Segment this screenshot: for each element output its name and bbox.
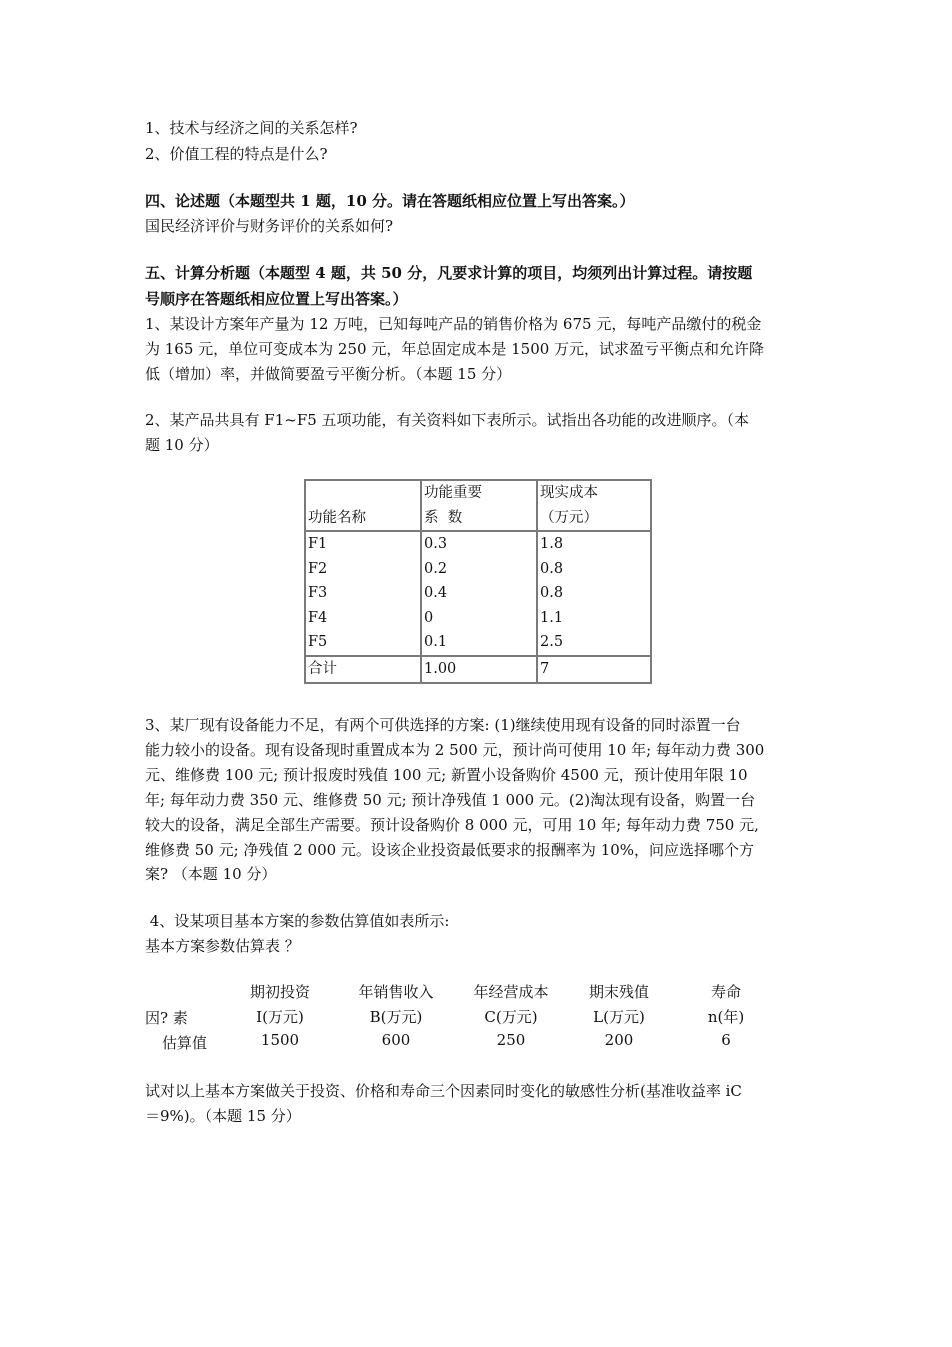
q3-line4: 年; 每年动力费 350 元、维修费 50 元; 预计净残值 1 000 元。(2)淘汰现有设备，购置一台 xyxy=(145,791,756,809)
q3-line1: 3、某厂现有设备能力不足，有两个可供选择的方案: (1)继续使用现有设备的同时添置一台 xyxy=(145,716,741,734)
param-value-operating-cost: 250 xyxy=(496,1031,526,1049)
q1-line1: 1、某设计方案年产量为 12 万吨，已知每吨产品的销售价格为 675 元，每吨产品缴付的税金 xyxy=(145,315,762,333)
param-unit-life: n(年) xyxy=(707,1008,745,1026)
q3-line6: 维修费 50 元; 净残值 2 000 元。设该企业投资最低要求的报酬率为 10%，问应选择哪个方 xyxy=(145,841,755,859)
param-value-investment: 1500 xyxy=(260,1031,300,1049)
total-label: 合计 xyxy=(305,656,421,683)
q4-tail-line2: ＝9%)。（本题 15 分） xyxy=(145,1107,301,1125)
q2-line2: 题 10 分） xyxy=(145,436,219,454)
function-names-cell: F1 F2 F3 F4 F5 xyxy=(305,531,421,656)
param-value-life: 6 xyxy=(721,1031,731,1049)
q2-line1: 2、某产品共具有 F1~F5 五项功能，有关资料如下表所示。试指出各功能的改进顺序。（本 xyxy=(145,411,750,429)
param-header-operating-cost: 年经营成本 xyxy=(473,983,549,1001)
param-value-salvage: 200 xyxy=(604,1031,634,1049)
param-header-salvage: 期末残值 xyxy=(588,983,649,1001)
header-coef-line1: 功能重要 xyxy=(424,485,482,501)
header-function-name: 功能名称 xyxy=(305,480,421,531)
total-cost: 7 xyxy=(537,656,651,683)
q4-tail-line1: 试对以上基本方案做关于投资、价格和寿命三个因素同时变化的敏感性分析(基准收益率 iC xyxy=(145,1082,742,1100)
param-unit-revenue: B(万元) xyxy=(369,1008,423,1026)
param-value-revenue: 600 xyxy=(381,1031,411,1049)
coefficients-cell: 0.3 0.2 0.4 0 0.1 xyxy=(421,531,537,656)
param-unit-operating-cost: C(万元) xyxy=(484,1008,538,1026)
param-header-life: 寿命 xyxy=(710,983,741,1001)
question-value-engineering: 2、价值工程的特点是什么? xyxy=(145,145,328,163)
param-row3-label: 估算值 xyxy=(162,1034,208,1052)
param-header-revenue: 年销售收入 xyxy=(358,983,434,1001)
param-row2-label: 因? 素 xyxy=(145,1009,188,1027)
section4-question: 国民经济评价与财务评价的关系如何? xyxy=(145,217,394,235)
q3-line7: 案? （本题 10 分） xyxy=(145,865,277,883)
q4-table-title: 基本方案参数估算表 ？ xyxy=(145,937,300,955)
header-importance-coefficient xyxy=(421,480,537,531)
param-unit-salvage: L(万元) xyxy=(593,1008,645,1026)
question-tech-economy: 1、技术与经济之间的关系怎样? xyxy=(145,119,358,137)
section4-heading: 四、论述题（本题型共 1 题，10 分。请在答题纸相应位置上写出答案。） xyxy=(145,192,635,210)
function-cost-table xyxy=(304,479,652,684)
total-coefficient: 1.00 xyxy=(421,656,537,683)
header-cost-line1: 现实成本 xyxy=(540,485,598,501)
header-actual-cost xyxy=(537,480,651,531)
q1-line2: 为 165 元，单位可变成本为 250 元，年总固定成本是 1500 万元，试求盈亏平衡点和允许降 xyxy=(145,340,765,358)
table-total-row xyxy=(305,656,651,683)
header-coef-line2: 系 数 xyxy=(424,509,463,526)
table-header-row xyxy=(305,480,651,531)
param-unit-investment: I(万元) xyxy=(256,1008,304,1026)
section5-heading-line1: 五、计算分析题（本题型 4 题，共 50 分，凡要求计算的项目，均须列出计算过程。请按题 xyxy=(145,264,753,282)
q3-line5: 较大的设备，满足全部生产需要。预计设备购价 8 000 元，可用 10 年; 每年动力费 750 元, xyxy=(145,816,759,834)
q3-line2: 能力较小的设备。现有设备现时重置成本为 2 500 元，预计尚可使用 10 年; 每年动力费 300 xyxy=(145,741,765,759)
q4-intro: 4、设某项目基本方案的参数估算值如表所示: xyxy=(145,912,450,930)
table-body-row xyxy=(305,531,651,656)
q3-line3: 元、维修费 100 元; 预计报废时残值 100 元; 新置小设备购价 4500 元，预计使用年限 10 xyxy=(145,766,748,784)
param-header-investment: 期初投资 xyxy=(249,983,310,1001)
q1-line3: 低（增加）率，并做简要盈亏平衡分析。（本题 15 分） xyxy=(145,365,512,383)
section5-heading-line2: 号顺序在答题纸相应位置上写出答案。） xyxy=(145,290,408,308)
header-cost-line2: （万元） xyxy=(540,509,598,526)
costs-cell: 1.8 0.8 0.8 1.1 2.5 xyxy=(537,531,651,656)
